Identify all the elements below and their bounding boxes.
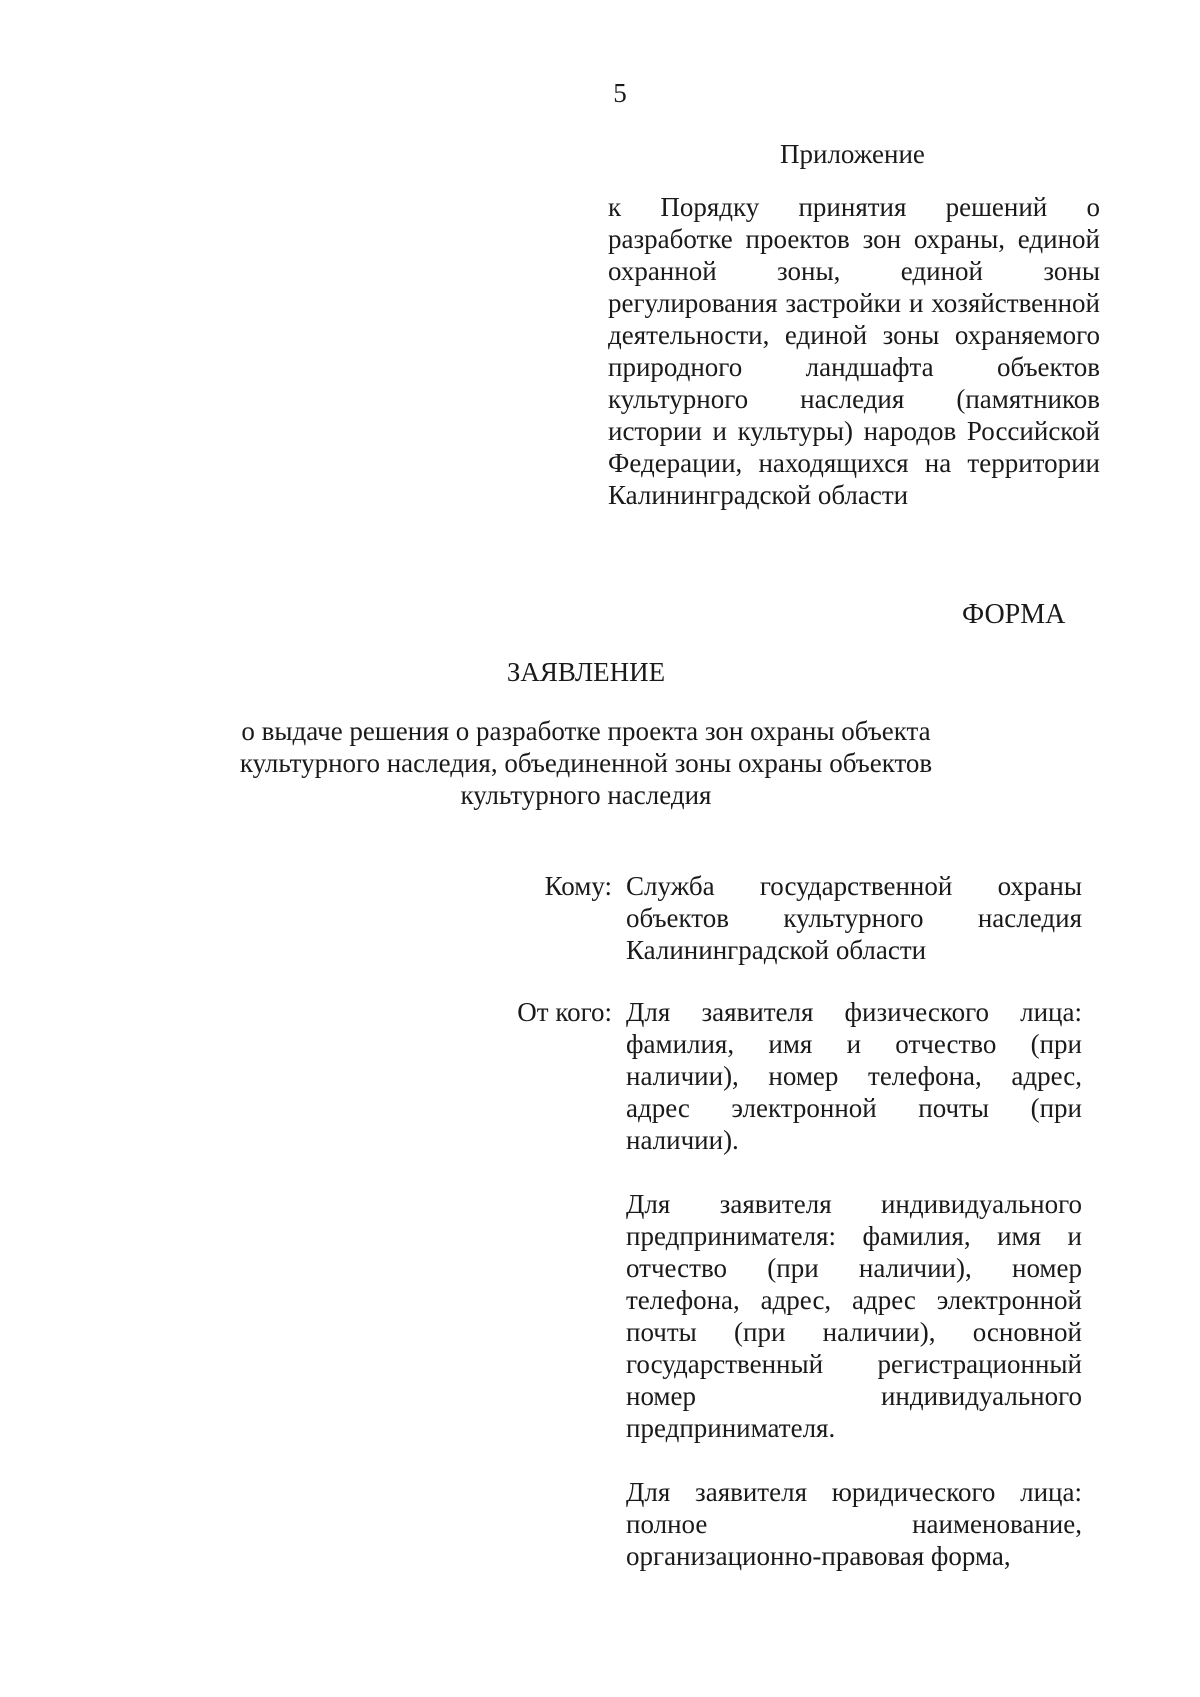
sender-label: От кого: <box>517 997 612 1027</box>
appendix-title: Приложение <box>780 139 925 169</box>
appendix-text-last: Калининградской области <box>608 480 909 510</box>
document-subtitle: о выдаче решения о разработке проекта зон охраны объекта культурного наследия, объединенной зоны охраны объектов культурного наследия <box>239 716 933 810</box>
recipient-value <box>626 870 1082 966</box>
sender-individual: Для заявителя физического лица: фамилия, имя и отчество (при наличии), номер телефона, адрес, адрес электронной почты (при наличии). <box>626 997 1082 1155</box>
sender-legal-entity: Для заявителя юридического лица: полное наименование, организационно-правовая форма, <box>626 1477 1082 1571</box>
recipient-value-main: Служба государственной охраны объектов культурного наследия <box>626 871 1082 933</box>
recipient-label: Кому: <box>544 871 612 901</box>
document-title: ЗАЯВЛЕНИЕ <box>506 657 666 687</box>
form-label: ФОРМА <box>962 599 1066 630</box>
sender-value <box>626 996 1082 1604</box>
appendix-text <box>608 191 1100 511</box>
page-number: 5 <box>613 78 627 108</box>
recipient-value-last: Калининградской области <box>626 935 927 965</box>
appendix-text-main: к Порядку принятия решений о разработке проектов зон охраны, единой охранной зоны, единой зоны регулирования застройки и хозяйственной деятельности, единой зоны охраняемого природного ландшафта объектов культурного наследия (памятников истории и культуры) народов Российской Федерации, находящихся на территории <box>608 192 1100 478</box>
sender-entrepreneur: Для заявителя индивидуального предпринимателя: фамилия, имя и отчество (при наличии), номер телефона, адрес, адрес электронной почты (при наличии), основной государственный регистрационный номер индивидуального предпринимателя. <box>626 1189 1082 1443</box>
